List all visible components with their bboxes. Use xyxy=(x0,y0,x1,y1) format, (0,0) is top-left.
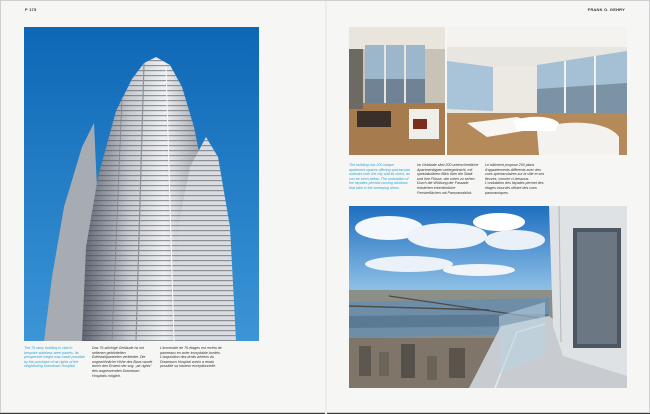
interior-photo-living xyxy=(349,27,445,155)
interior-photo-living-image xyxy=(349,27,445,155)
left-page-folio: P 175 xyxy=(25,7,37,12)
caption-left-german: Das 76-stöckige Gebäude ist mit seltenen gebördelten Edelstahlpaneelen verkleidet. Die ungewöhnliche Höhe des Baus wurde durch den Erwerb der sog. „air rights“ des angrenzenden Downtown Hospitals möglich. xyxy=(92,346,153,378)
caption-right-french: Le bâtiment propose 200 plans d’appartements différents avec des vues spectaculaires sur la ville et ses fleuves, comme ci-dessous. L’ondulation des façades permet des étages incurvés offrant des vues panoramiques. xyxy=(485,163,545,195)
right-page-folio: FRANK O. GEHRY xyxy=(587,7,625,12)
terrace-view-photo xyxy=(349,206,627,388)
interior-photo-lounge xyxy=(447,27,627,155)
caption-right-english: The building has 200 unique apartment spaces offering spectacular outlooks over the city and its rivers, as can be seen below. The undulation of the façades permits curving windows that take in the sweeping views. xyxy=(349,163,410,190)
terrace-view-photo-image xyxy=(349,206,627,388)
page-gutter xyxy=(325,1,327,414)
interior-photo-lounge-image xyxy=(447,27,627,155)
tower-photo-image xyxy=(24,27,259,341)
caption-right-german: Im Gebäude sind 200 unterschiedliche Apartmenttypen untergebracht, mit spektakulärem Blick über die Stadt und ihre Flüsse, wie unten zu sehen. Durch die Wölbung der Fassade entstehen erkerähnliche Fensterflächen mit Panoramablick. xyxy=(417,163,479,195)
tower-photo xyxy=(24,27,259,341)
caption-left-english: The 76 story building is clad in bespoke stainless steel panels. Its perspective height was made possible by the purchase of air rights of the neighboring Downtown Hospital. xyxy=(24,346,85,369)
caption-left-french: L’immeuble de 76 étages est revêtu de panneaux en acier inoxydable bordés. L’acquisition des droits aériens du Downtown Hospital voisin a rendu possible sa hauteur exceptionnelle. xyxy=(160,346,222,369)
